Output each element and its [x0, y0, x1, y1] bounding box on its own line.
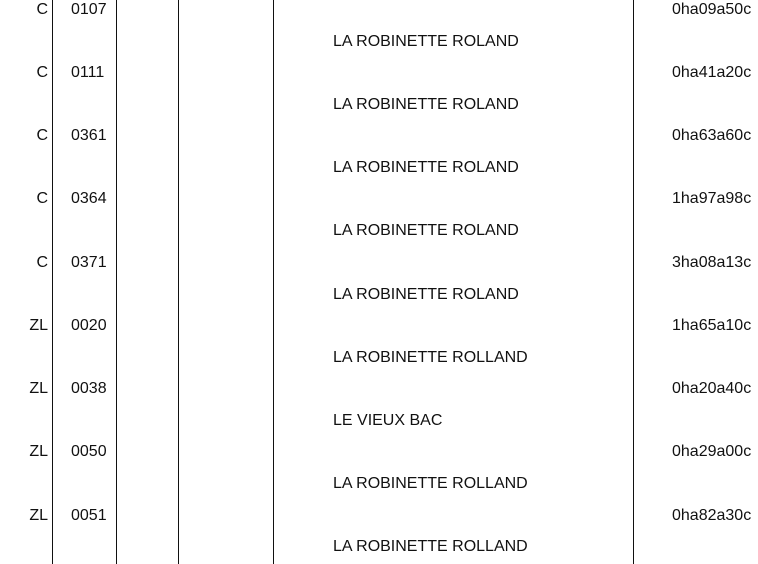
lieu-dit: LA ROBINETTE ROLAND — [333, 33, 519, 50]
parcel-number: 0050 — [71, 443, 107, 460]
column-divider — [178, 0, 179, 564]
area-value: 1ha65a10c — [672, 317, 752, 334]
section-cell: ZL — [29, 317, 48, 334]
lieu-dit: LA ROBINETTE ROLAND — [333, 96, 519, 113]
area-value: 3ha08a13c — [672, 254, 752, 271]
area-value: 1ha97a98c — [672, 190, 752, 207]
section-cell: C — [36, 190, 48, 207]
lieu-dit: LA ROBINETTE ROLLAND — [333, 349, 528, 366]
lieu-dit: LE VIEUX BAC — [333, 412, 443, 429]
area-value: 0ha09a50c — [672, 1, 752, 18]
section-cell: ZL — [29, 380, 48, 397]
lieu-dit: LA ROBINETTE ROLAND — [333, 222, 519, 239]
section-cell: C — [36, 127, 48, 144]
area-value: 0ha41a20c — [672, 64, 752, 81]
parcel-number: 0364 — [71, 190, 107, 207]
section-cell: C — [36, 64, 48, 81]
column-divider — [52, 0, 53, 564]
parcel-number: 0020 — [71, 317, 107, 334]
area-value: 0ha20a40c — [672, 380, 752, 397]
column-divider — [273, 0, 274, 564]
section-cell: ZL — [29, 507, 48, 524]
section-cell: ZL — [29, 443, 48, 460]
lieu-dit: LA ROBINETTE ROLLAND — [333, 475, 528, 492]
lieu-dit: LA ROBINETTE ROLLAND — [333, 538, 528, 555]
area-value: 0ha29a00c — [672, 443, 752, 460]
lieu-dit: LA ROBINETTE ROLAND — [333, 286, 519, 303]
parcel-number: 0038 — [71, 380, 107, 397]
lieu-dit: LA ROBINETTE ROLAND — [333, 159, 519, 176]
parcel-number: 0361 — [71, 127, 107, 144]
column-divider — [116, 0, 117, 564]
parcel-number: 0107 — [71, 1, 107, 18]
area-value: 0ha82a30c — [672, 507, 752, 524]
parcel-number: 0051 — [71, 507, 107, 524]
parcel-number: 0111 — [71, 64, 105, 81]
section-cell: C — [36, 254, 48, 271]
column-divider — [633, 0, 634, 564]
parcel-number: 0371 — [71, 254, 107, 271]
section-cell: C — [36, 1, 48, 18]
area-value: 0ha63a60c — [672, 127, 752, 144]
